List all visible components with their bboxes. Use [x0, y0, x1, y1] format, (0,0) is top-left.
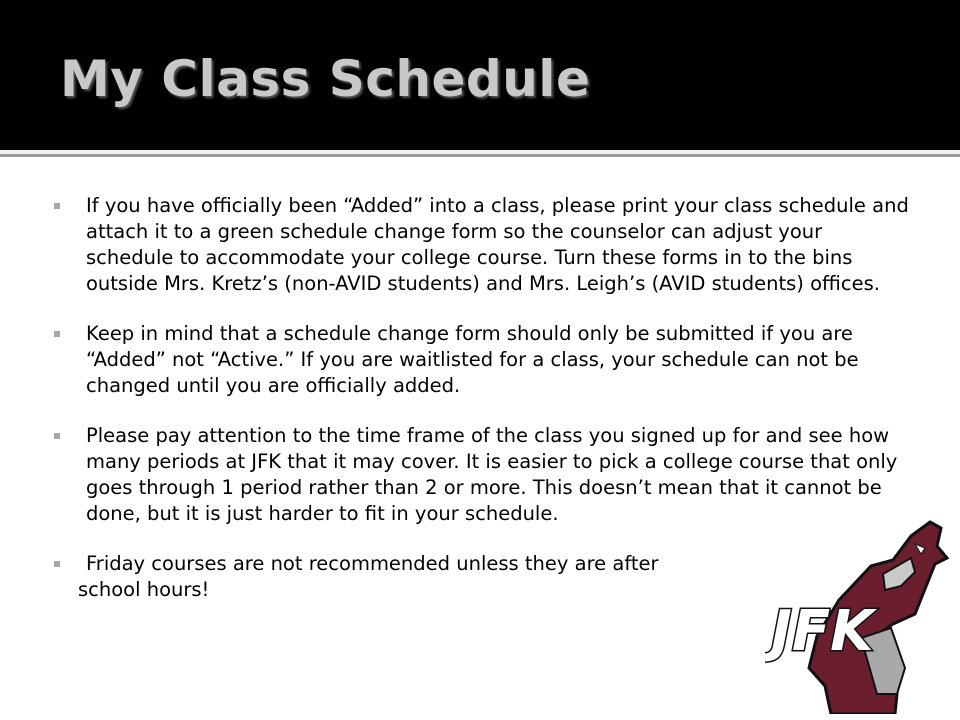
title-bar: [0, 0, 960, 150]
bullet-item: [52, 321, 912, 399]
logo-text: JFK: [771, 599, 874, 664]
square-bullet-icon: [54, 203, 60, 209]
bullet-item: [52, 193, 912, 297]
square-bullet-icon: [54, 331, 60, 337]
bullet-item: [52, 551, 786, 603]
bullet-text: Keep in mind that a schedule change form should only be submitted if you are “Added” not “Active.” If you are waitlisted for a class, your schedule can not be changed until you are officially added.: [86, 322, 859, 397]
bullet-text: Friday courses are not recommended unless they are after: [86, 552, 659, 575]
bullet-text: If you have officially been “Added” into a class, please print your class schedule and attach it to a green schedule change form so the counselor can adjust your schedule to accommodate your college course. Turn these forms in to the bins outside Mrs. Kretz’s (non-AVID students) and Mrs. Leigh’s (AVID students) offices.: [86, 194, 909, 295]
jfk-wolf-logo-icon: [765, 518, 950, 714]
bullet-text-continued: school hours!: [78, 578, 210, 601]
bullet-item: [52, 423, 912, 527]
square-bullet-icon: [54, 433, 60, 439]
square-bullet-icon: [54, 561, 60, 567]
slide-title: My Class Schedule: [60, 50, 591, 108]
bullet-text: Please pay attention to the time frame of the class you signed up for and see how many periods at JFK that it may cover. It is easier to pick a college course that only goes through 1 period rather than 2 or more. This doesn’t mean that it cannot be done, but it is just harder to fit in your schedule.: [86, 424, 898, 525]
